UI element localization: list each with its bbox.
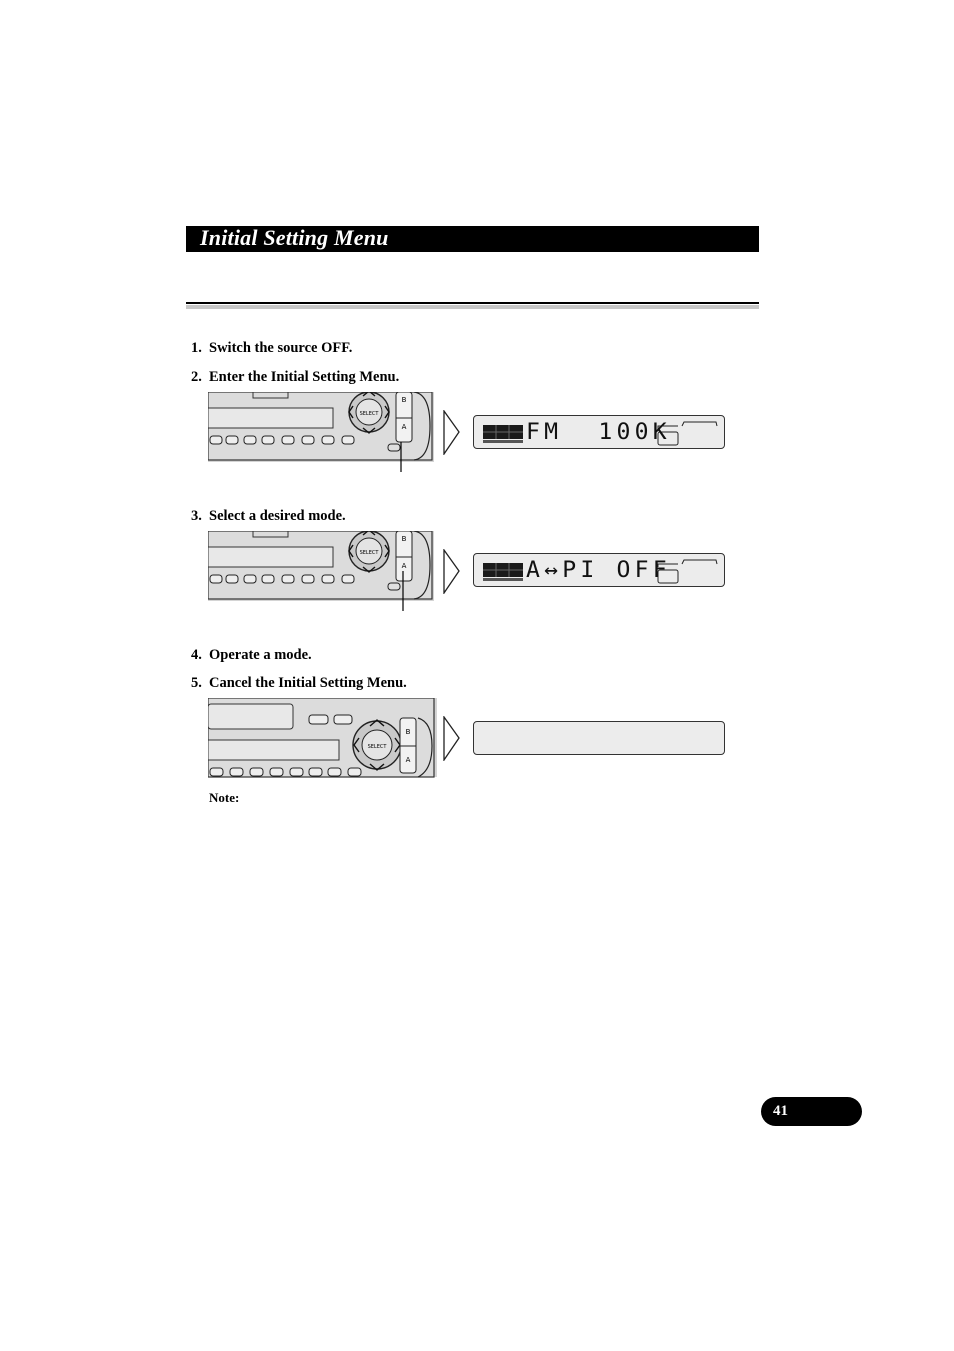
lcd-readout: A↔PI OFF bbox=[526, 558, 671, 583]
step-4 bbox=[191, 646, 312, 664]
page-number: 41 bbox=[773, 1103, 788, 1119]
select-label: SELECT bbox=[359, 550, 379, 556]
head-unit-panel-illustration bbox=[208, 698, 438, 778]
step-text: Operate a mode. bbox=[209, 647, 312, 663]
head-unit-panel-illustration bbox=[208, 392, 434, 472]
key-b-label: B bbox=[401, 396, 407, 404]
page-number-badge bbox=[761, 1097, 862, 1126]
step-text: Cancel the Initial Setting Menu. bbox=[209, 675, 407, 691]
page-title: Initial Setting Menu bbox=[200, 225, 389, 250]
step-2 bbox=[191, 368, 399, 386]
chevron-right-icon bbox=[443, 410, 461, 455]
lcd-display-blank bbox=[473, 721, 725, 755]
key-a-label: A bbox=[401, 423, 407, 431]
step-number: 1. bbox=[191, 340, 202, 356]
note-label: Note: bbox=[209, 790, 240, 805]
step-text: Switch the source OFF. bbox=[209, 340, 353, 356]
step-number: 4. bbox=[191, 647, 202, 663]
lcd-display bbox=[473, 415, 725, 449]
chevron-right-icon bbox=[443, 549, 461, 594]
step-1 bbox=[191, 339, 352, 357]
step-text: Enter the Initial Setting Menu. bbox=[209, 369, 400, 385]
step-number: 5. bbox=[191, 675, 202, 691]
step-text: Select a desired mode. bbox=[209, 508, 346, 524]
divider-rule bbox=[186, 302, 759, 304]
step-number: 3. bbox=[191, 508, 202, 524]
select-label: SELECT bbox=[367, 744, 387, 750]
key-a-label: A bbox=[401, 562, 407, 570]
divider-rule-shade bbox=[186, 305, 759, 309]
head-unit-panel-illustration bbox=[208, 531, 434, 611]
key-b-label: B bbox=[401, 535, 407, 543]
step-3 bbox=[191, 507, 346, 525]
key-a-label: A bbox=[405, 756, 411, 764]
select-label: SELECT bbox=[359, 411, 379, 417]
step-number: 2. bbox=[191, 369, 202, 385]
step-5 bbox=[191, 674, 407, 692]
lcd-display bbox=[473, 553, 725, 587]
section-title-bar bbox=[186, 226, 759, 252]
chevron-right-icon bbox=[443, 716, 461, 761]
lcd-readout: FM 100K bbox=[526, 420, 671, 445]
key-b-label: B bbox=[405, 728, 411, 736]
